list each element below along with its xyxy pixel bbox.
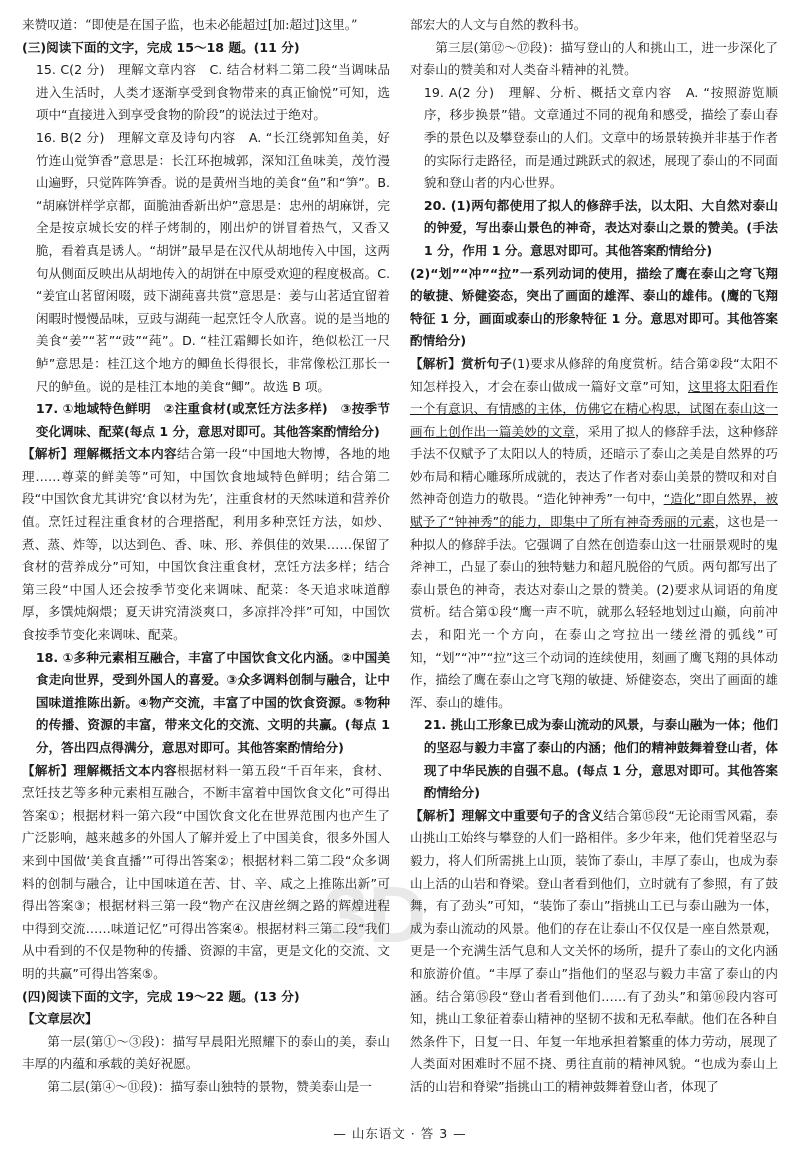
page-footer: — 山东语文 · 答 3 — [333,1126,467,1141]
underlined-text-a: 这里将太阳看作一个有意识、有情感的主体，仿佛它在精心构思，试图在泰山这一画布上创作出一篇美妙的文章 [410,378,778,439]
analysis-tag: 【解析】理解概括文本内容 [22,762,177,778]
analysis-18 [22,760,390,986]
analysis-17 [22,443,390,646]
underlined-text-b: “造化”即自然界，被赋予了“钟神秀”的能力，即集中了所有神奇秀丽的元素 [410,491,778,530]
analysis-tag: 【解析】理解概括文本内容 [22,446,177,462]
analysis-text: 结合第⑮段“无论雨雪风霜，泰山挑山工始终与攀登的人们一路相伴。多少年来，他们凭着坚忍与毅力，将人们所需挑上山顶，装饰了泰山，丰厚了泰山，也成为泰山上活的山岩和脊梁。登山者看到他们，立时就有了参照，有了鼓舞，有了劲头”可知，“装饰了泰山”指挑山工已与泰山融为一体，成为泰山流动的风景。他们的存在让泰山不仅仅是一座自然景观，更是一个充满生活气息和人文关怀的场所，提升了泰山的文化内涵和旅游价值。“丰厚了泰山”指他们的坚忍与毅力丰富了泰山的内涵。结合第⑮段“登山者看到他们……有了劲头”和第⑯段内容可知，挑山工象征着泰山精神的坚韧不拔和无私奉献。他们在各种自然条件下，日复一日、年复一年地承担着繁重的体力劳动，展现了人类面对困难时不屈不挠、勇往直前的精神风貌。“也成为泰山上活的山岩和脊梁”指挑山工的精神鼓舞着登山者，体现了 [410,807,778,1094]
two-column-body [22,14,778,1126]
structure-layer-2: 第二层(第④～⑪段)：描写泰山独特的景物，赞美泰山是一 [47,1078,372,1094]
right-column [410,14,778,1126]
analysis-text-a: (1)要求从修辞的角度赏析。结合第②段“太阳不知怎样投入，才会在泰山做成一篇好文章”可知， [410,355,778,394]
answer-20-part-1: 20. (1)两句都使用了拟人的修辞手法，以太阳、大自然对泰山的钟爱，写出泰山景色的神奇，表达对泰山之景的赞美。(手法 1 分，作用 1 分。意思对即可。其他答案酌情给分) [423,197,778,258]
section-3-heading: (三)阅读下面的文字，完成 15～18 题。(11 分) [22,39,300,55]
analysis-tag: 【解析】赏析句子 [410,355,513,371]
answer-15: 15. C(2 分) 理解文章内容 C. 结合材料二第二段“当调味品进入生活时，人类才逐渐享受到食物带来的真正愉悦”可知，选项中“直接进入到享受食物的阶段”的说法过于绝对。 [35,62,390,123]
answer-21: 21. 挑山工形象已成为泰山流动的风景，与泰山融为一体；他们的坚忍与毅力丰富了泰山的内涵；他们的精神鼓舞着登山者，体现了中华民族的自强不息。(每点 1 分，意思对即可。其他答案酌情给分) [423,717,778,801]
analysis-tag: 【解析】理解文中重要句子的含义 [410,807,604,823]
analysis-text-b: ，采用了拟人的修辞手法，这种修辞手法不仅赋予了太阳以人的特质，还暗示了泰山之美是自然界的巧妙布局和精心雕琢所成就的，表达了作者对泰山美景的赞叹和对自然神奇创造力的敬畏。“造化钟神秀”一句中， [410,423,778,507]
left-column [22,14,390,1126]
analysis-text-c: ，这也是一种拟人的修辞手法。它强调了自然在创造泰山这一壮丽景观时的鬼斧神工，凸显了泰山的独特魅力和超凡脱俗的气质。两句都写出了泰山景色的神奇，表达对泰山之景的赞美。(2)要求从词语的角度赏析。结合第①段“鹰一声不吭，就那么轻轻地划过山巅，向前冲去，和阳光一个方向，在泰山之穹拉出一缕丝滑的弧线”可知，“划”“冲”“拉”这三个动词的连续使用，刻画了鹰飞翔的具体动作，描绘了鹰在泰山之穹飞翔的敏捷、矫健姿态，突出了画面的雄浑、泰山的雄伟。 [410,514,778,710]
prev-text-end: 来赞叹道：“即使是在国子监，也未必能超过[加:超过]这里。” [22,17,358,32]
analysis-21 [410,805,778,1099]
answer-19: 19. A(2 分) 理解、分析、概括文章内容 A. “按照游览顺序，移步换景”错。文章通过不同的视角和感受，描绘了泰山春季的景色以及攀登泰山的人们。文章中的场景转换并非基于作者的实际行走路径，而是通过跳跃式的叙述，展现了泰山的不同面貌和登山者的内心世界。 [423,84,778,191]
structure-heading: 【文章层次】 [22,1011,98,1027]
answer-16: 16. B(2 分) 理解文章及诗句内容 A. “长江绕郭知鱼美，好竹连山觉笋香”意思是：长江环抱城郭，深知江鱼味美，茂竹漫山遍野，只觉阵阵笋香。说的是黄州当地的美食“鱼”和“笋”。B. “胡麻饼样学京都，面脆油香新出炉”意思是：忠州的胡麻饼，完全是按京城长安的样子烤制的，刚出炉的饼冒着热气，又香又脆，看着真是诱人。“胡饼”最早是在汉代从胡地传入中国，这两句从侧面反映出从胡地传入的胡饼在中原受欢迎的程度极高。C. “姜宜山茗留闲啜，豉下湖莼喜共赏”意思是：姜与山茗适宜留着闲暇时慢慢品味，豆豉与湖莼一起烹饪令人欣喜。说的是当地的美食“姜”“茗”“豉”“莼”。D. “桂江霜鲫长如许，绝似松江一尺鲈”意思是：桂江这个地方的鲫鱼长得很长，非常像松江那长一尺的鲈鱼。说的是桂江本地的美食“鲫”。故选 B 项。 [35,129,390,394]
analysis-text: 根据材料一第五段“千百年来，食材、烹饪技艺等多种元素相互融合，不断丰富着中国饮食文化”可得出答案①；根据材料一第六段“中国饮食文化在世界范围内也产生了广泛影响，越来越多的外国人了解并爱上了中国美食，很多外国人来到中国做‘美食直播’”可得出答案②；根据材料二第二段“众多调料的创制与融合，让中国味道在苦、甘、辛、咸之上推陈出新”可得出答案③；根据材料三第一段“物产在汉唐丝绸之路的辉煌进程中得到交流……味道记忆”可得出答案④。根据材料三第二段“我们从中看到的不仅是物种的传播、资源的丰富，更是文化的交流、文明的共赢”可得出答案⑤。 [22,762,390,981]
answer-20-part-2: (2)“划”“冲”“拉”一系列动词的使用，描绘了鹰在泰山之穹飞翔的敏捷、矫健姿态，突出了画面的雄浑、泰山的雄伟。(鹰的飞翔特征 1 分，画面或泰山的形象特征 1 分。意思对即可。其他答案酌情给分) [410,265,778,349]
structure-layer-1: 第一层(第①～③段)：描写早晨阳光照耀下的泰山的美，泰山丰厚的内蕴和承载的美好祝愿。 [22,1033,390,1072]
structure-layer-3: 第三层(第⑫～⑰段)：描写登山的人和挑山工，进一步深化了对泰山的赞美和对人类奋斗精神的礼赞。 [410,39,778,78]
analysis-text: 结合第一段“中国地大物博，各地的地理……尊菜的鲜美等”可知，中国饮食地域特色鲜明；结合第二段“中国饮食尤其讲究‘食以材为先’，注重食材的天然味道和营养价值。烹饪过程注重食材的合理搭配，利用多种烹饪方法，如炒、煮、蒸、炸等，以达到色、香、味、形、养俱佳的效果……保留了食材的营养成分”可知，中国饮食注重食材，烹饪方法多样；结合第三段“中国人还会按季节变化来调味、配菜：冬天追求味道醇厚，多馔炖焖煨；夏天讲究清淡爽口，多凉拌冷拌”可知，中国饮食按季节变化来调味、配菜。 [22,446,390,643]
section-4-heading: (四)阅读下面的文字，完成 19～22 题。(13 分) [22,988,300,1004]
watermark-logo: 3D [323,870,427,959]
answer-17: 17. ①地域特色鲜明 ②注重食材(或烹饪方法多样) ③按季节变化调味、配菜(每点 1 分，意思对即可。其他答案酌情给分) [35,401,390,439]
answer-18: 18. ①多种元素相互融合，丰富了中国饮食文化内涵。②中国美食走向世界，受到外国人的喜爱。③众多调料创制与融合，让中国味道推陈出新。④物产交流，丰富了中国的饮食资源。⑤物种的传播、资源的丰富，带来文化的交流、文明的共赢。(每点 1 分，答出四点得满分，意思对即可。其他答案酌情给分) [35,649,390,755]
analysis-20 [410,353,778,715]
structure-layer-2-end: 部宏大的人文与自然的教科书。 [410,17,587,32]
